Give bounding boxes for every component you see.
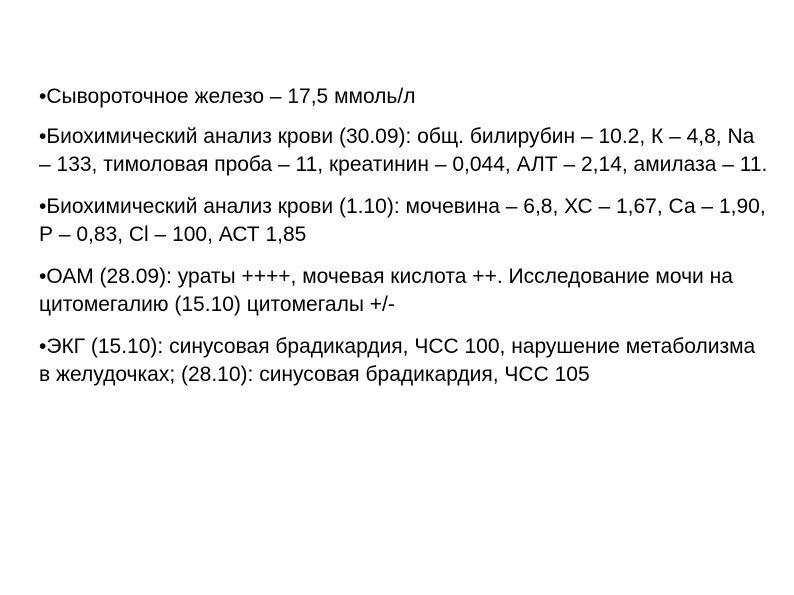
bullet-ecg: •ЭКГ (15.10): синусовая брадикардия, ЧСС 100, нарушение метаболизма в желудочках; (28.10): синусовая брадикардия, ЧСС 105: [39, 335, 756, 386]
bullet-urinalysis: •ОАМ (28.09): ураты ++++, мочевая кислота ++. Исследование мочи на цитомегалию (15.10) цитомегалы +/-: [39, 265, 733, 316]
bullet-biochem-3009: •Биохимический анализ крови (30.09): общ. билирубин – 10.2, К – 4,8, Na – 133, тимоловая проба – 11, креатинин – 0,044, АЛТ – 2,14, амилаза – 11.: [39, 125, 768, 176]
bullet-serum-iron: •Сывороточное железо – 17,5 ммоль/л: [39, 85, 416, 108]
bullet-list: [39, 83, 769, 403]
bullet-biochem-0110: •Биохимический анализ крови (1.10): мочевина – 6,8, ХС – 1,67, Са – 1,90, Р – 0,83, Cl – 100, АСТ 1,85: [39, 195, 766, 246]
